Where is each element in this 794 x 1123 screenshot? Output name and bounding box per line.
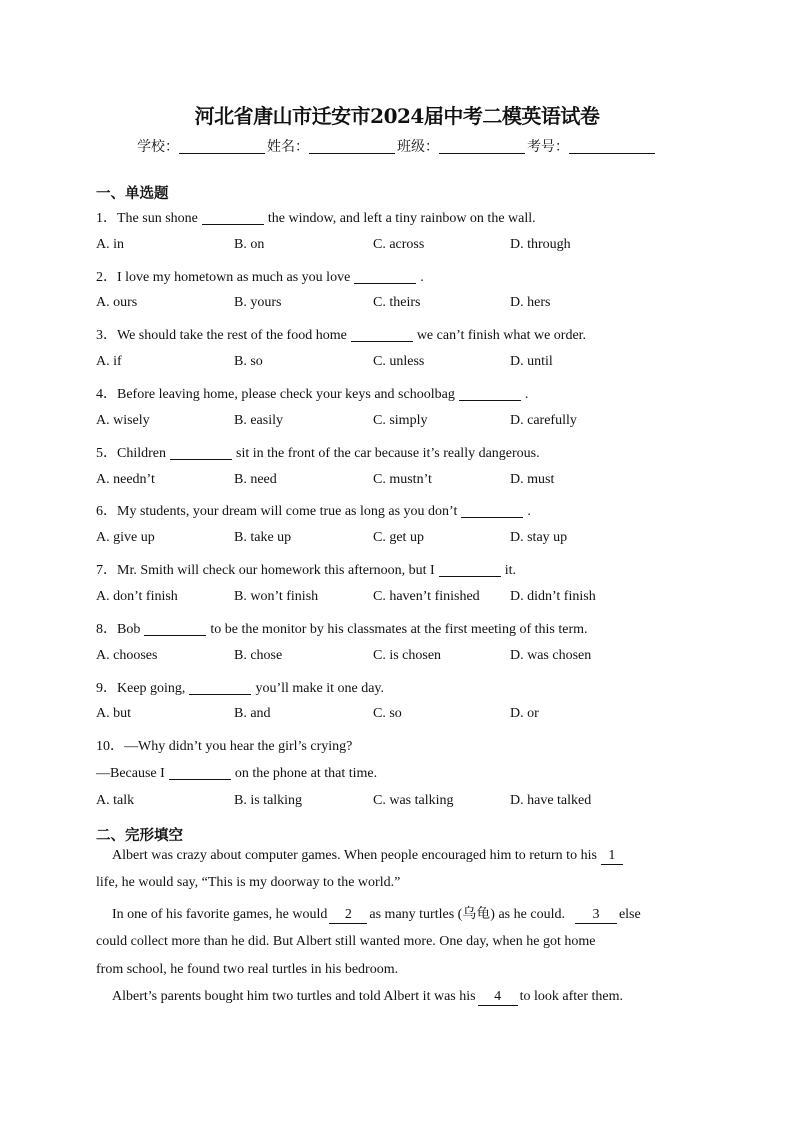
name-field[interactable]: [309, 139, 395, 154]
option-d[interactable]: D. hers: [510, 295, 551, 310]
answer-blank[interactable]: [439, 562, 501, 577]
question-9: [96, 677, 384, 697]
question-text-pre: Children: [117, 446, 166, 461]
option-d[interactable]: D. through: [510, 237, 571, 252]
option-c[interactable]: C. was talking: [373, 793, 454, 808]
option-a[interactable]: A. give up: [96, 530, 155, 545]
option-d[interactable]: D. or: [510, 706, 539, 721]
option-c[interactable]: C. mustn’t: [373, 472, 432, 487]
cloze-line-4: [96, 934, 696, 950]
cloze-text: as many turtles (乌龟) as he could.: [369, 907, 565, 922]
option-b[interactable]: B. yours: [234, 295, 282, 310]
cloze-blank-4[interactable]: 4: [478, 989, 518, 1006]
question-number: 4．: [96, 387, 117, 402]
page-title: 河北省唐山市迁安市2024届中考二模英语试卷: [194, 104, 600, 128]
option-b[interactable]: B. and: [234, 706, 271, 721]
option-b[interactable]: B. chose: [234, 648, 283, 663]
question-10: [96, 735, 352, 755]
option-d[interactable]: D. until: [510, 354, 553, 369]
option-d[interactable]: D. didn’t finish: [510, 589, 596, 604]
answer-blank[interactable]: [459, 386, 521, 401]
question-number: 8．: [96, 622, 117, 637]
question-text-pre: The sun shone: [117, 211, 198, 226]
question-number: 10．: [96, 739, 124, 754]
option-c[interactable]: C. theirs: [373, 295, 421, 310]
question-number: 3．: [96, 328, 117, 343]
question-text-post: to be the monitor by his classmates at the first meeting of this term.: [210, 622, 588, 637]
cloze-line-6: [112, 989, 712, 1006]
question-number: 6．: [96, 504, 117, 519]
option-b[interactable]: B. is talking: [234, 793, 303, 808]
cloze-text: else: [618, 907, 641, 922]
answer-blank[interactable]: [144, 621, 206, 636]
question-text-pre: I love my hometown as much as you love: [117, 270, 351, 285]
cloze-text: life, he would say, “This is my doorway to the world.”: [96, 875, 401, 890]
option-d[interactable]: D. was chosen: [510, 648, 592, 663]
question-text-pre: Keep going,: [117, 681, 186, 696]
option-b[interactable]: B. take up: [234, 530, 292, 545]
question-text-post: it.: [504, 563, 516, 578]
option-c[interactable]: C. get up: [373, 530, 424, 545]
question-text-post: on the phone at that time.: [234, 766, 378, 781]
option-c[interactable]: C. unless: [373, 354, 425, 369]
option-d[interactable]: D. carefully: [510, 413, 577, 428]
question-text-pre: We should take the rest of the food home: [117, 328, 347, 343]
option-a[interactable]: A. talk: [96, 793, 135, 808]
option-b[interactable]: B. easily: [234, 413, 283, 428]
option-a[interactable]: A. don’t finish: [96, 589, 178, 604]
exam-number-field[interactable]: [569, 139, 655, 154]
question-number: 7．: [96, 563, 117, 578]
answer-blank[interactable]: [351, 327, 413, 342]
question-1: [96, 207, 536, 227]
question-text-post: the window, and left a tiny rainbow on the wall.: [267, 211, 536, 226]
question-text-post: you’ll make it one day.: [255, 681, 384, 696]
option-b[interactable]: B. so: [234, 354, 263, 369]
option-a[interactable]: A. chooses: [96, 648, 158, 663]
cloze-blank-2[interactable]: 2: [329, 907, 367, 924]
school-field[interactable]: [179, 139, 265, 154]
question-text-pre: Mr. Smith will check our homework this afternoon, but I: [117, 563, 435, 578]
option-c[interactable]: C. so: [373, 706, 402, 721]
option-a[interactable]: A. in: [96, 237, 124, 252]
option-c[interactable]: C. is chosen: [373, 648, 442, 663]
option-d[interactable]: D. stay up: [510, 530, 568, 545]
question-text-post: .: [420, 270, 424, 285]
option-d[interactable]: D. must: [510, 472, 555, 487]
cloze-text: Albert was crazy about computer games. When people encouraged him to return to his: [112, 848, 597, 863]
cloze-text: In one of his favorite games, he would: [112, 907, 328, 922]
answer-blank[interactable]: [169, 765, 231, 780]
exam-number-label: 考号：: [527, 139, 569, 155]
option-a[interactable]: A. but: [96, 706, 131, 721]
answer-blank[interactable]: [189, 680, 251, 695]
cloze-blank-1[interactable]: 1: [601, 848, 623, 865]
section-heading-cloze: 二、完形填空: [96, 828, 183, 844]
question-text-post: sit in the front of the car because it’s really dangerous.: [236, 446, 540, 461]
cloze-blank-3[interactable]: 3: [575, 907, 617, 924]
question-6: [96, 500, 531, 520]
answer-blank[interactable]: [354, 269, 416, 284]
class-label: 班级：: [397, 139, 439, 155]
question-text-pre: Bob: [117, 622, 141, 637]
question-4: [96, 383, 528, 403]
question-10-response: [96, 765, 377, 782]
question-text-pre: —Because I: [96, 766, 165, 781]
option-a[interactable]: A. needn’t: [96, 472, 155, 487]
question-text-post: we can’t finish what we order.: [416, 328, 587, 343]
cloze-line-1: [112, 848, 712, 865]
section-heading-single-choice: 一、单选题: [96, 186, 169, 202]
question-number: 5．: [96, 446, 117, 461]
option-b[interactable]: B. on: [234, 237, 265, 252]
option-c[interactable]: C. simply: [373, 413, 428, 428]
option-a[interactable]: A. if: [96, 354, 122, 369]
question-8: [96, 618, 588, 638]
option-d[interactable]: D. have talked: [510, 793, 592, 808]
class-field[interactable]: [439, 139, 525, 154]
question-3: [96, 324, 586, 344]
question-number: 2．: [96, 270, 117, 285]
option-c[interactable]: C. haven’t finished: [373, 589, 480, 604]
question-text-post: .: [524, 387, 529, 402]
cloze-text: to look after them.: [519, 989, 623, 1004]
option-c[interactable]: C. across: [373, 237, 425, 252]
question-text-pre: Before leaving home, please check your keys and schoolbag: [117, 387, 455, 402]
question-number: 9．: [96, 681, 117, 696]
option-b[interactable]: B. won’t finish: [234, 589, 319, 604]
answer-blank[interactable]: [202, 210, 264, 225]
option-a[interactable]: A. wisely: [96, 413, 150, 428]
option-a[interactable]: A. ours: [96, 295, 138, 310]
question-5: [96, 442, 540, 462]
question-2: [96, 266, 424, 286]
question-number: 1．: [96, 211, 117, 226]
answer-blank[interactable]: [461, 503, 523, 518]
cloze-text: could collect more than he did. But Albert still wanted more. One day, when he got home: [96, 934, 596, 949]
question-text-post: .: [527, 504, 531, 519]
question-text-pre: My students, your dream will come true as long as you don’t: [117, 504, 458, 519]
question-text-line1: —Why didn’t you hear the girl’s crying?: [124, 739, 353, 754]
question-7: [96, 559, 516, 579]
cloze-text: Albert’s parents bought him two turtles and told Albert it was his: [112, 989, 476, 1004]
student-info-line: [0, 136, 794, 156]
cloze-text: from school, he found two real turtles in his bedroom.: [96, 962, 399, 977]
cloze-line-3: [112, 903, 712, 924]
name-label: 姓名：: [267, 139, 309, 155]
school-label: 学校：: [137, 139, 179, 155]
cloze-line-2: [96, 875, 696, 891]
cloze-line-5: [96, 962, 696, 978]
answer-blank[interactable]: [170, 445, 232, 460]
option-b[interactable]: B. need: [234, 472, 277, 487]
